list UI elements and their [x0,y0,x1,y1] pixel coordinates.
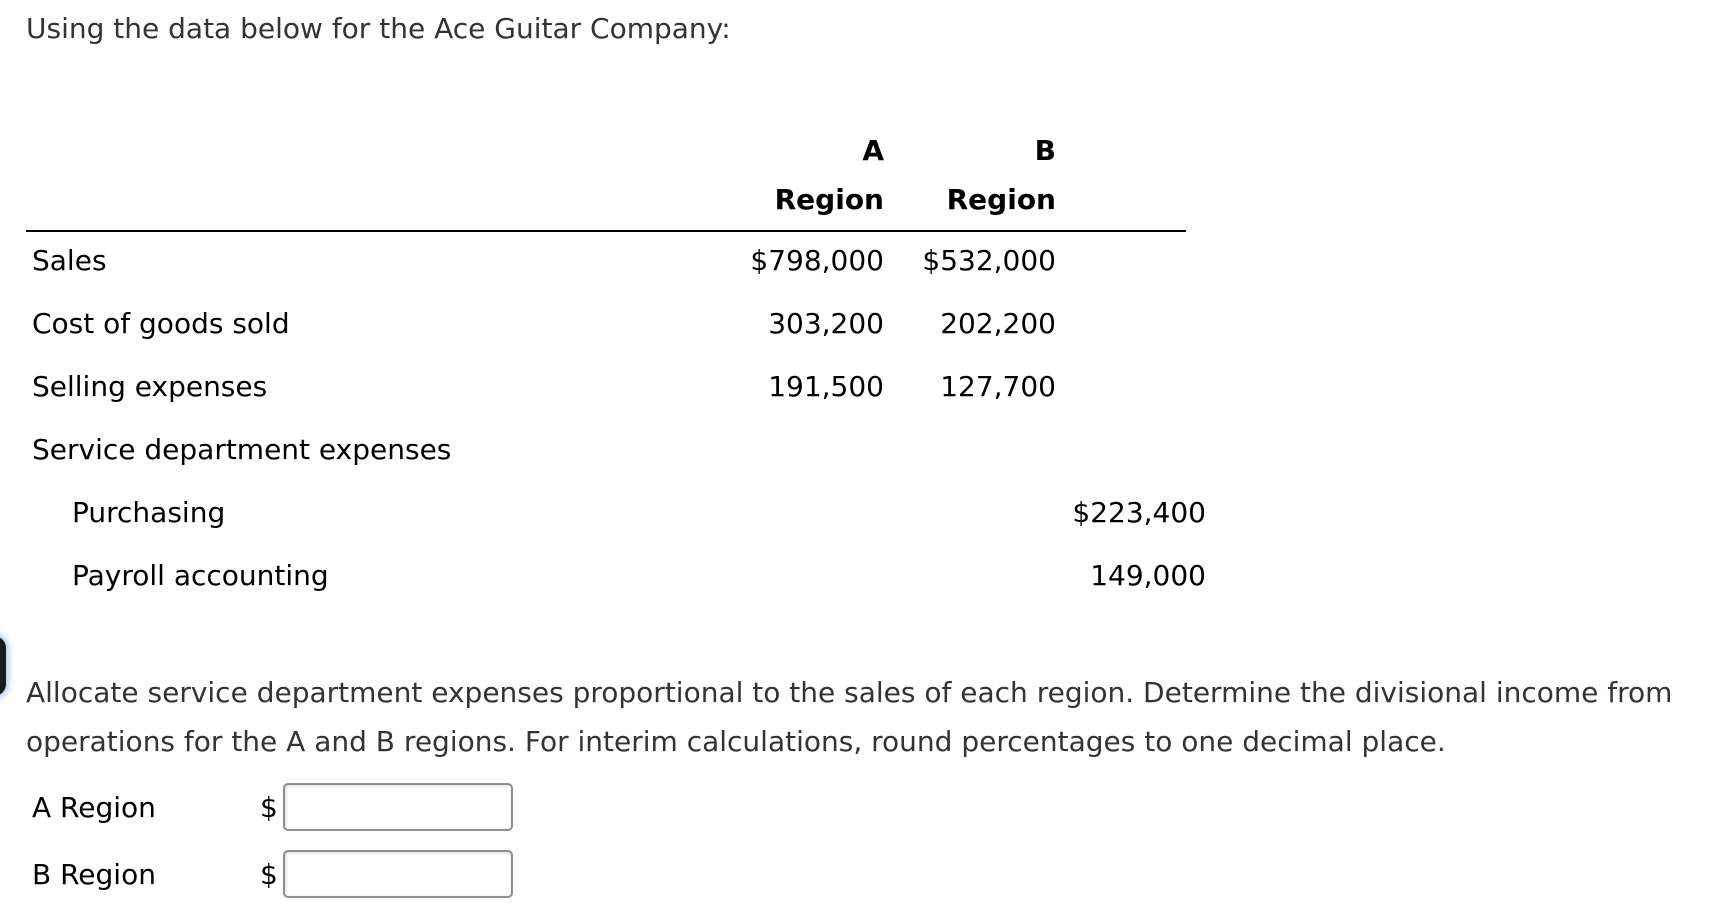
region-a-value: 303,200 [768,307,884,340]
column-header-a-bottom: Region [774,183,884,216]
answer-row-a-region [26,783,546,835]
b-region-income-input[interactable] [283,850,513,898]
service-expense-amount: 149,000 [1090,559,1206,592]
dollar-sign: $ [260,858,278,891]
table-header [26,126,1186,232]
row-label: Purchasing [72,496,226,529]
table-row-purchasing [26,484,1206,547]
answer-row-b-region [26,850,546,902]
column-header-a-top: A [862,134,884,167]
intro-text: Using the data below for the Ace Guitar Company: [26,12,731,45]
row-label: Selling expenses [32,370,268,403]
table-row-payroll-accounting [26,547,1206,610]
region-b-value: 127,700 [940,370,1056,403]
side-marker [0,636,6,696]
column-header-b-bottom: Region [946,183,1056,216]
column-header-a [726,126,884,224]
column-header-b-top: B [1034,134,1056,167]
region-b-value: 202,200 [940,307,1056,340]
table-row-selling-expenses [26,358,1186,421]
column-header-b [906,126,1056,224]
a-region-income-input[interactable] [283,783,513,831]
table-row-service-department-expenses [26,421,1186,484]
answer-label: B Region [32,858,156,891]
answer-label: A Region [32,791,156,824]
expense-data-table [26,126,1206,610]
table-row-sales [26,232,1186,295]
row-label: Service department expenses [32,433,452,466]
table-row-cost-of-goods-sold [26,295,1186,358]
service-expense-amount: $223,400 [1072,496,1206,529]
row-label: Payroll accounting [72,559,329,592]
row-label: Sales [32,244,107,277]
region-a-value: $798,000 [750,244,884,277]
row-label: Cost of goods sold [32,307,290,340]
question-text: Allocate service department expenses proportional to the sales of each region. Determine the divisional income from operations for the A and B regions. For interim calculations, round percentages to one decimal place. [26,676,1673,758]
region-a-value: 191,500 [768,370,884,403]
dollar-sign: $ [260,791,278,824]
region-b-value: $532,000 [922,244,1056,277]
